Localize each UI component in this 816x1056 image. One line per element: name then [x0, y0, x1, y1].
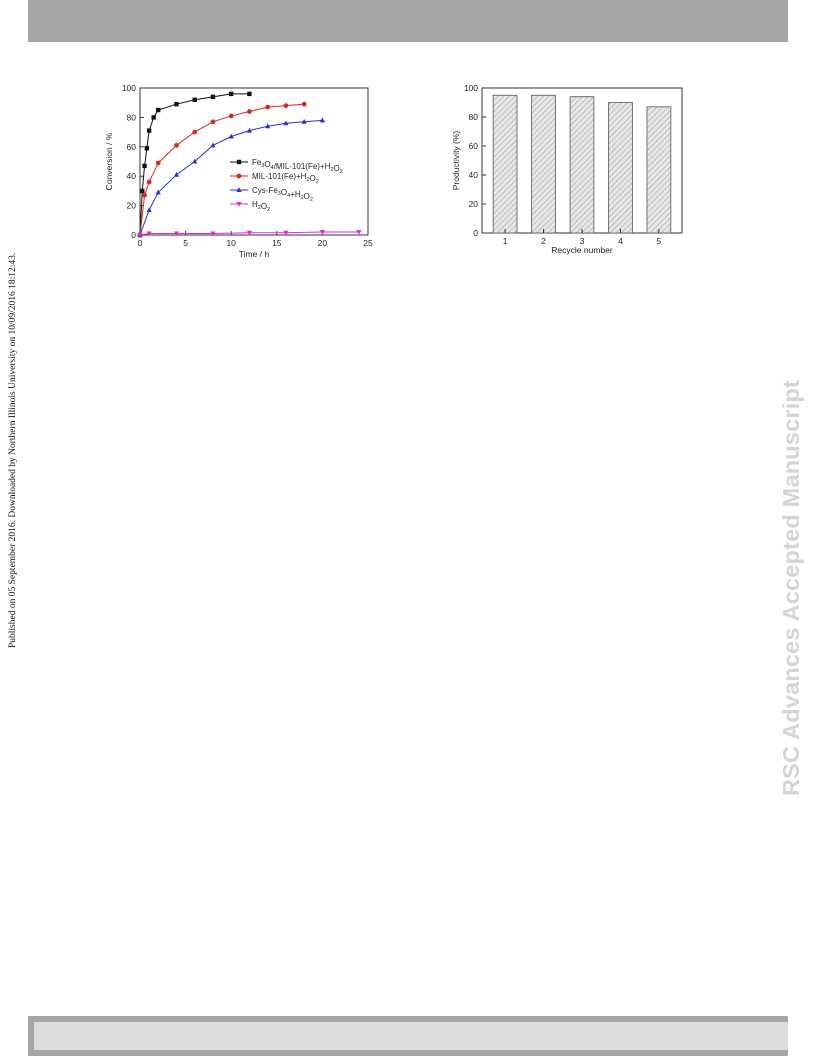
legend-label — [252, 200, 270, 213]
x-tick-label: 10 — [226, 238, 236, 248]
data-point — [174, 102, 178, 106]
legend-subscript: 3 — [277, 191, 281, 197]
x-tick-label: 3 — [579, 236, 585, 246]
legend-subscript: 2 — [315, 179, 319, 185]
data-point — [156, 161, 161, 166]
legend-text: MIL-101(Fe)+H — [252, 172, 307, 181]
data-point — [229, 92, 233, 96]
x-tick-label: 5 — [656, 236, 662, 246]
legend-text: O — [303, 192, 310, 201]
y-tick-label: 80 — [468, 112, 478, 122]
data-point — [237, 174, 242, 179]
legend-subscript: 2 — [257, 205, 261, 211]
data-point — [211, 119, 216, 124]
legend-subscript: 2 — [330, 167, 334, 173]
legend-subscript: 4 — [270, 165, 274, 171]
data-point — [147, 128, 151, 132]
data-point — [140, 189, 144, 193]
header-bar — [28, 0, 788, 42]
y-tick-label: 20 — [468, 199, 478, 209]
data-point — [142, 193, 147, 198]
data-point — [151, 115, 155, 119]
legend-text: Fe — [252, 158, 262, 167]
x-tick-label: 5 — [183, 238, 188, 248]
legend-text: O — [260, 202, 268, 211]
data-point — [302, 102, 307, 107]
data-point — [147, 180, 152, 185]
series-1 — [138, 92, 252, 238]
y-tick-label: 100 — [121, 83, 136, 93]
data-point — [174, 143, 179, 148]
y-tick-label: 60 — [468, 141, 478, 151]
data-point — [174, 172, 179, 177]
legend-subscript: 3 — [261, 163, 265, 169]
legend-text: O — [333, 164, 340, 173]
data-point — [147, 207, 152, 212]
legend-label — [252, 172, 319, 185]
data-point — [265, 105, 270, 110]
legend-label — [252, 186, 313, 203]
legend-text: H — [252, 200, 258, 209]
y-tick-label: 0 — [473, 228, 478, 238]
legend-text: Cys-Fe — [252, 186, 278, 195]
data-point — [247, 92, 251, 96]
x-tick-label: 0 — [137, 238, 143, 248]
publication-note: Published on 05 September 2016. Downloaded by Northern Illinois University on 10/09/2016 18:12:43. — [8, 252, 18, 648]
footer-panel — [34, 1022, 788, 1050]
y-tick-label: 100 — [463, 83, 478, 93]
manuscript-watermark: RSC Advances Accepted Manuscript — [778, 379, 804, 796]
legend-item — [230, 200, 270, 213]
x-axis-label: Time / h — [238, 249, 270, 259]
bar — [609, 103, 633, 234]
bar — [493, 95, 517, 233]
bar — [647, 107, 671, 233]
x-axis-label: Recycle number — [551, 245, 613, 255]
legend-text: O — [264, 160, 271, 169]
y-tick-label: 40 — [126, 171, 136, 182]
legend-subscript: 2 — [306, 177, 310, 183]
data-point — [247, 109, 252, 114]
legend-text: /MIL-101(Fe)+H — [273, 162, 331, 171]
y-axis-label: Productivity (%) — [451, 130, 461, 191]
data-point — [192, 130, 197, 135]
productivity-bar-chart — [448, 78, 698, 258]
x-tick-label: 2 — [541, 236, 546, 246]
data-point — [229, 114, 234, 119]
y-tick-label: 40 — [468, 170, 478, 180]
legend-text: +H — [290, 190, 301, 199]
x-tick-label: 20 — [317, 238, 328, 248]
series-4 — [137, 230, 361, 238]
y-tick-label: 60 — [126, 141, 136, 152]
y-axis-label: Conversion / % — [104, 132, 114, 191]
legend-subscript: 2 — [309, 197, 313, 203]
data-point — [142, 164, 146, 168]
y-tick-label: 20 — [126, 200, 136, 211]
x-tick-label: 4 — [618, 236, 623, 246]
x-tick-label: 15 — [272, 238, 282, 248]
y-tick-label: 80 — [126, 112, 136, 123]
legend-item — [230, 172, 319, 185]
x-tick-label: 25 — [363, 238, 373, 248]
legend-subscript: 4 — [287, 193, 291, 199]
legend-subscript: 2 — [300, 195, 304, 201]
data-point — [193, 98, 197, 102]
x-tick-label: 1 — [502, 236, 508, 246]
bar — [532, 95, 556, 233]
data-point — [156, 108, 160, 112]
data-point — [320, 118, 325, 123]
conversion-line-chart — [100, 78, 390, 268]
data-point — [211, 95, 215, 99]
legend-text: O — [309, 174, 316, 183]
legend-item — [230, 186, 313, 203]
legend-text: O — [280, 188, 288, 197]
bar — [570, 97, 594, 233]
data-point — [284, 103, 289, 108]
y-tick-label: 0 — [131, 230, 136, 240]
legend-subscript: 2 — [267, 207, 271, 213]
legend-subscript: 2 — [339, 169, 343, 175]
data-point — [237, 160, 241, 164]
data-point — [145, 146, 149, 150]
